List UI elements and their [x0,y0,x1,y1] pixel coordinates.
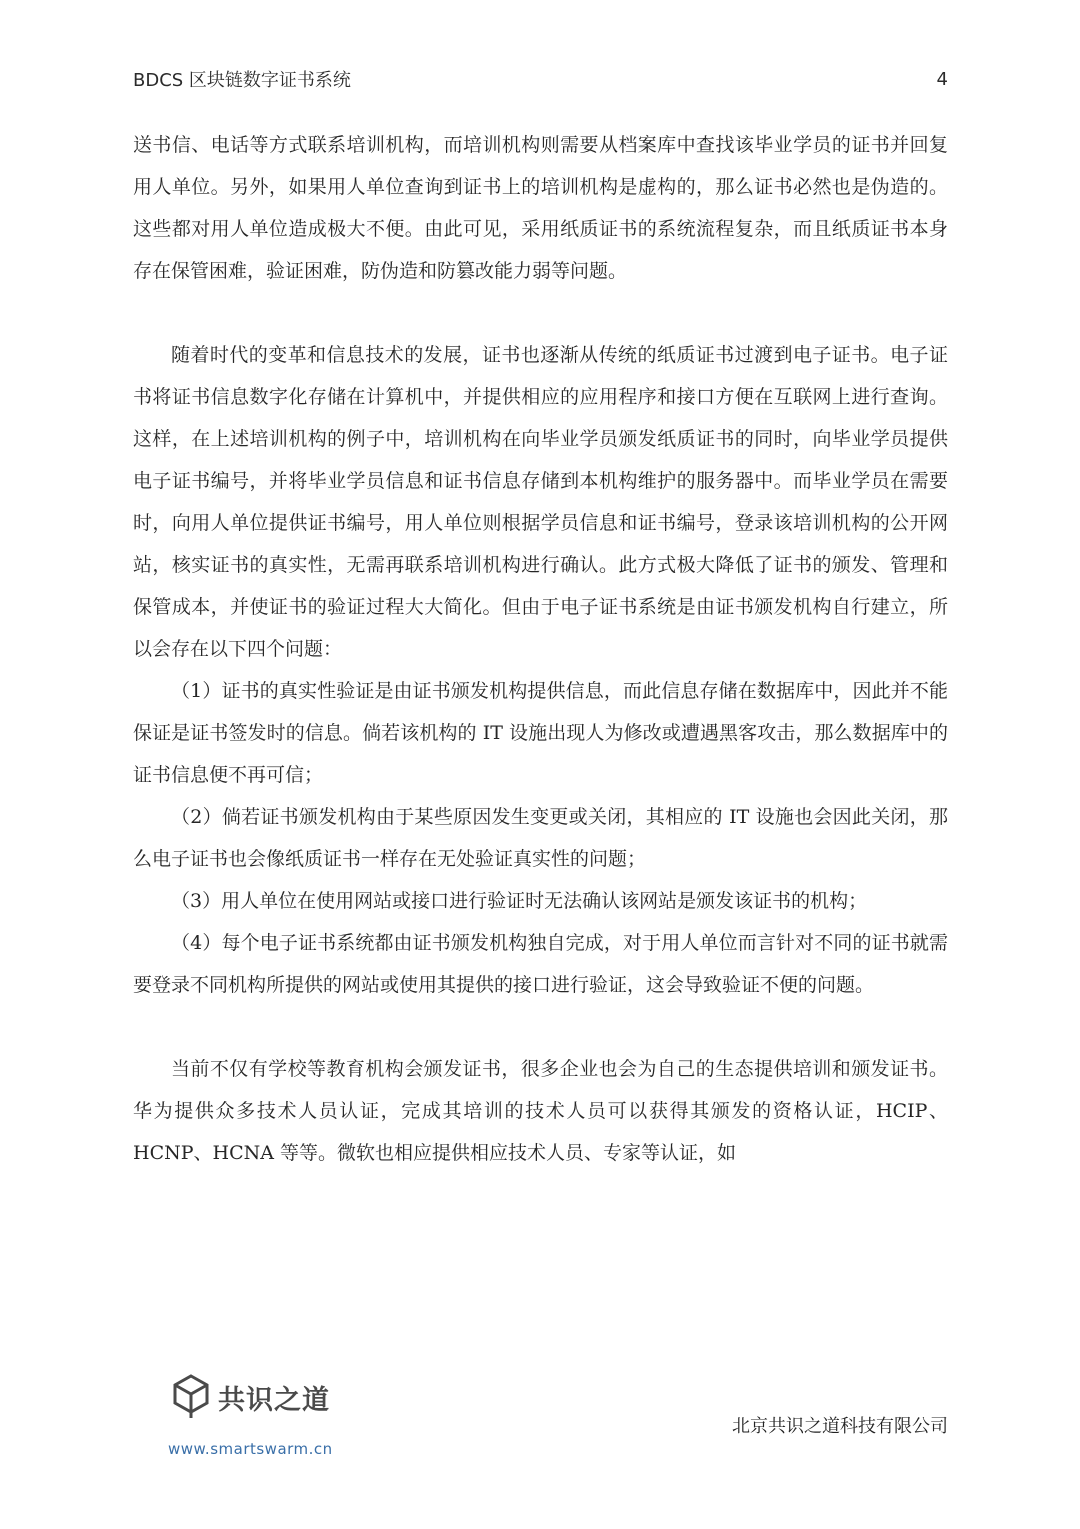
paragraph-2: 随着时代的变革和信息技术的发展，证书也逐渐从传统的纸质证书过渡到电子证书。电子证书将证书信息数字化存储在计算机中，并提供相应的应用程序和接口方便在互联网上进行查询。这样，在上述培训机构的例子中，培训机构在向毕业学员颁发纸质证书的同时，向毕业学员提供电子证书编号，并将毕业学员信息和证书信息存储到本机构维护的服务器中。而毕业学员在需要时，向用人单位提供证书编号，用人单位则根据学员信息和证书编号，登录该培训机构的公开网站，核实证书的真实性，无需再联系培训机构进行确认。此方式极大降低了证书的颁发、管理和保管成本，并使证书的验证过程大大简化。但由于电子证书系统是由证书颁发机构自行建立，所以会存在以下四个问题： [133,344,948,660]
page-number: 4 [936,68,948,90]
paragraph-3: 当前不仅有学校等教育机构会颁发证书，很多企业也会为自己的生态提供培训和颁发证书。华为提供众多技术人员认证，完成其培训的技术人员可以获得其颁发的资格认证，HCIP、HCNP、HCNA 等等。微软也相应提供相应技术人员、专家等认证，如 [133,1058,948,1164]
logo-text: 共识之道 [218,1384,330,1416]
website-url: www.smartswarm.cn [168,1440,333,1458]
header-title: BDCS 区块链数字证书系统 [133,70,351,91]
document-body [133,124,948,1174]
list-item-1: （1）证书的真实性验证是由证书颁发机构提供信息，而此信息存储在数据库中，因此并不能保证是证书签发时的信息。倘若该机构的 IT 设施出现人为修改或遭遇黑客攻击，那么数据库中的证书信息便不再可信； [133,680,948,786]
company-name: 北京共识之道科技有限公司 [732,1416,948,1437]
footer-logo [172,1374,330,1420]
list-item-3: （3）用人单位在使用网站或接口进行验证时无法确认该网站是颁发该证书的机构； [171,890,868,912]
cube-logo-icon [172,1374,210,1420]
page-header [133,62,948,96]
list-item-2: （2）倘若证书颁发机构由于某些原因发生变更或关闭，其相应的 IT 设施也会因此关闭，那么电子证书也会像纸质证书一样存在无处验证真实性的问题； [133,806,948,870]
paragraph-1: 送书信、电话等方式联系培训机构，而培训机构则需要从档案库中查找该毕业学员的证书并回复用人单位。另外，如果用人单位查询到证书上的培训机构是虚构的，那么证书必然也是伪造的。这些都对用人单位造成极大不便。由此可见，采用纸质证书的系统流程复杂，而且纸质证书本身存在保管困难，验证困难，防伪造和防篡改能力弱等问题。 [133,134,948,282]
list-item-4: （4）每个电子证书系统都由证书颁发机构独自完成，对于用人单位而言针对不同的证书就需要登录不同机构所提供的网站或使用其提供的接口进行验证，这会导致验证不便的问题。 [133,932,948,996]
